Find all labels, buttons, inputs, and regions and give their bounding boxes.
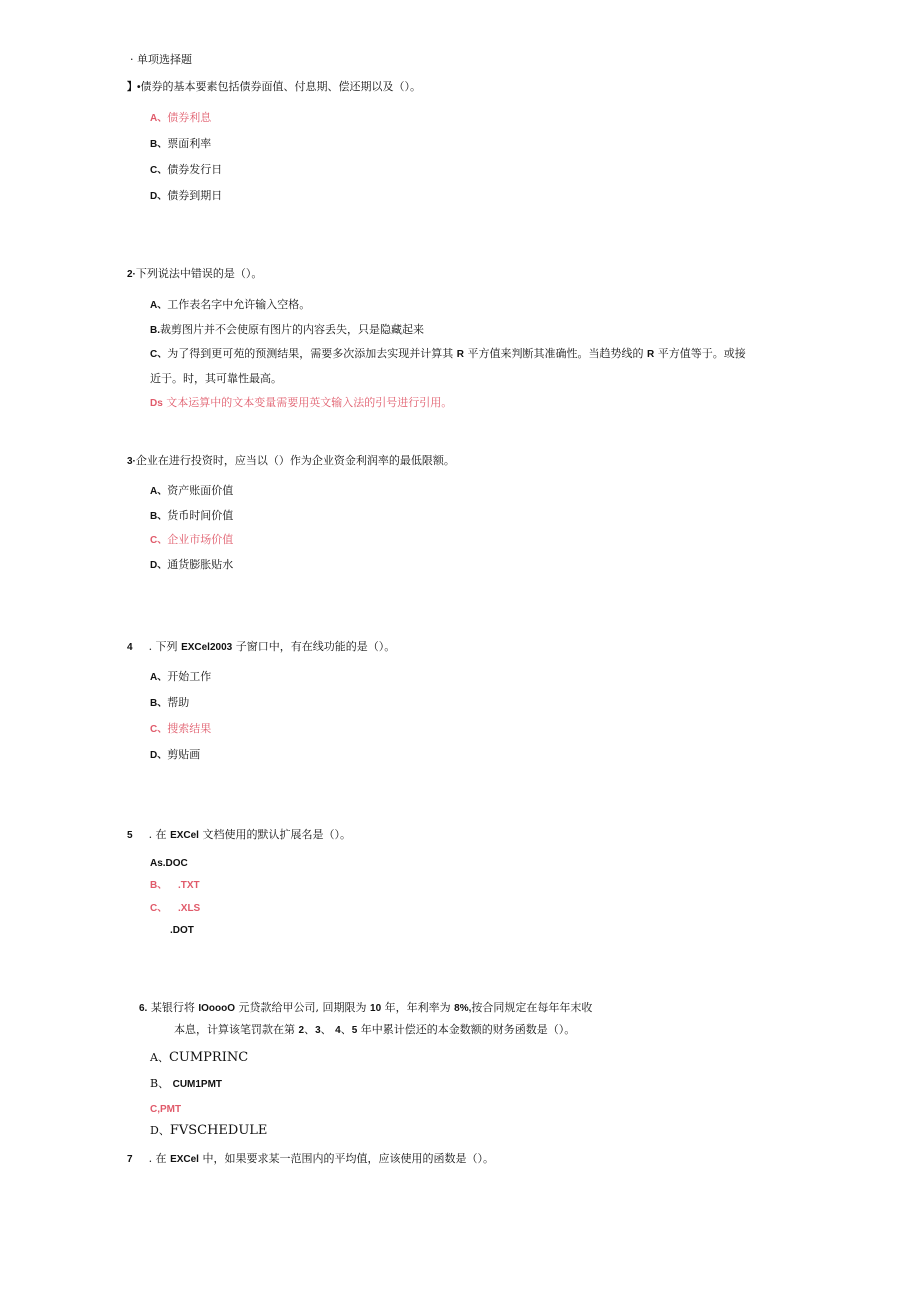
q2-option-b[interactable]: B.裁剪图片并不会使原有图片的内容丢失，只是隐藏起来 <box>150 323 424 336</box>
q1-option-d[interactable]: D、债券到期日 <box>150 189 223 202</box>
question-6-line2: 本息，计算该笔罚款在第 2、3、 4、5 年中累计偿还的本金数额的财务函数是（）。 <box>174 1023 576 1036</box>
q1-option-b[interactable]: B、票面利率 <box>150 137 212 150</box>
question-2 <box>127 266 262 283</box>
question-3-text: 企业在进行投资时，应当以（）作为企业资金利润率的最低限额。 <box>135 454 455 467</box>
question-1-prefix: 】• <box>127 82 141 93</box>
question-1 <box>127 79 421 96</box>
question-2-text: 下列说法中错误的是（）。 <box>135 267 263 280</box>
q5-option-a[interactable]: As.DOC <box>150 858 188 869</box>
q6-option-b[interactable]: B、 CUM1PMT <box>150 1077 223 1090</box>
question-3-number: 3· <box>127 456 136 467</box>
q5-option-c[interactable]: C、 .XLS <box>150 903 201 914</box>
question-6: 6. 某银行将 IOoooO 元贷款给甲公司, 回期限为 10 年，年利率为 8%,按合同规定在每年年末收 <box>139 1001 593 1014</box>
section-title: · 单项选择题 <box>130 53 192 66</box>
q6-option-c[interactable]: C,PMT <box>150 1104 182 1115</box>
q4-option-b[interactable]: B、帮助 <box>150 696 190 709</box>
q3-option-d[interactable]: D、通货膨胀贴水 <box>150 558 234 571</box>
q3-option-c[interactable]: C、企业市场价值 <box>150 533 234 546</box>
question-5-number: 5 <box>127 830 133 841</box>
question-4-number: 4 <box>127 642 133 653</box>
q2-option-a[interactable]: A、工作表名字中允许输入空格。 <box>150 298 311 311</box>
question-1-text: 债券的基本要素包括债券面值、付息期、偿还期以及（）。 <box>140 80 422 93</box>
q1-option-c[interactable]: C、债券发行日 <box>150 163 223 176</box>
question-5: 5 . 在 EXCel 文档使用的默认扩展名是（）。 <box>127 828 351 841</box>
q2-option-c-continued: 近于。时，其可靠性最高。 <box>150 372 282 385</box>
q3-option-a[interactable]: A、资产账面价值 <box>150 484 234 497</box>
q1-option-a[interactable]: A、债券利息 <box>150 111 212 124</box>
q6-option-d[interactable]: D、FVSCHEDULE <box>150 1123 268 1138</box>
q2-option-d[interactable]: Ds 文本运算中的文本变量需要用英文输入法的引号进行引用。 <box>150 396 453 409</box>
question-2-number: 2· <box>127 269 136 280</box>
question-7: 7 . 在 EXCel 中，如果要求某一范围内的平均值，应该使用的函数是（）。 <box>127 1152 494 1165</box>
question-6-number: 6. <box>139 1003 148 1014</box>
q5-option-d[interactable]: .DOT <box>170 925 194 936</box>
q4-option-c[interactable]: C、搜索结果 <box>150 722 212 735</box>
q4-option-d[interactable]: D、剪贴画 <box>150 748 201 761</box>
q6-option-a[interactable]: A、CUMPRINC <box>150 1050 249 1065</box>
q3-option-b[interactable]: B、货币时间价值 <box>150 509 234 522</box>
question-3 <box>127 453 455 470</box>
q4-option-a[interactable]: A、开始工作 <box>150 670 212 683</box>
q5-option-b[interactable]: B、 .TXT <box>150 880 200 891</box>
q2-option-c[interactable]: C、为了得到更可苑的预测结果，需要多次添加去实现并计算其 R 平方值来判断其准确性。当趋势线的 R 平方值等于。或接 <box>150 347 746 360</box>
question-4: 4 . 下列 EXCel2003 子窗口中，有在线功能的是（）。 <box>127 640 396 653</box>
question-7-number: 7 <box>127 1154 133 1165</box>
